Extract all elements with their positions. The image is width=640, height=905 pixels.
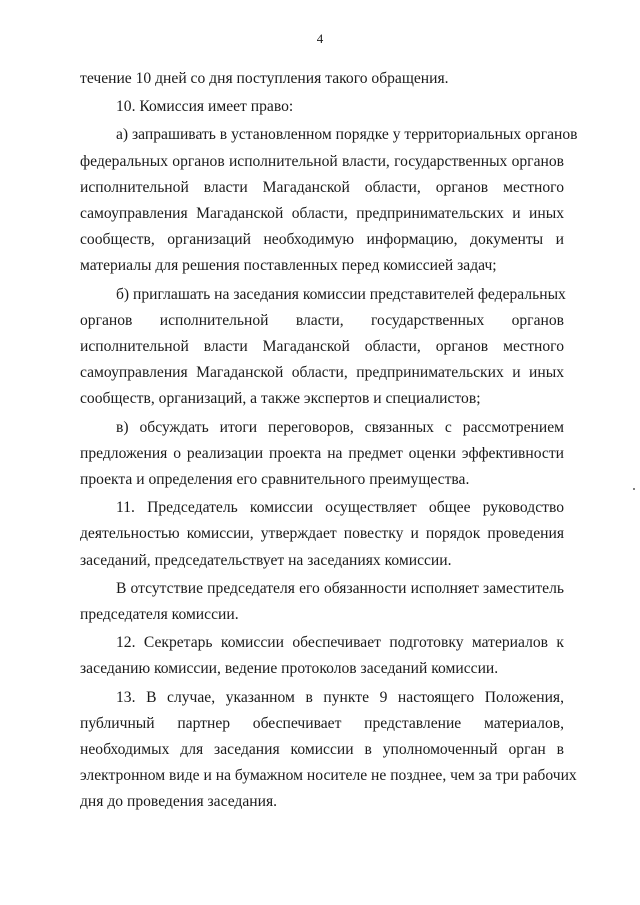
text-line: исполнительной власти Магаданской области, органов местного	[80, 338, 564, 356]
text-line: 10. Комиссия имеет право:	[116, 98, 294, 116]
paragraph	[80, 282, 564, 413]
paragraph	[80, 630, 564, 682]
text-line: проекта и определения его сравнительного преимущества.	[80, 471, 470, 489]
text-line: предложения о реализации проекта на предмет оценки эффективности	[80, 444, 564, 462]
text-line: 11. Председатель комиссии осуществляет общее руководство	[116, 499, 564, 517]
scan-speck	[633, 488, 635, 490]
text-line: материалы для решения поставленных перед комиссией задач;	[80, 257, 497, 275]
page-number: 4	[316, 31, 324, 46]
text-line: 13. В случае, указанном в пункте 9 настоящего Положения,	[116, 688, 564, 706]
text-line: течение 10 дней со дня поступления такого обращения.	[80, 70, 449, 87]
text-line: самоуправления Магаданской области, предпринимательских и иных	[80, 205, 564, 223]
text-line: органов исполнительной власти, государственных органов	[80, 311, 564, 329]
text-line: В отсутствие председателя его обязанности исполняет заместитель	[116, 579, 564, 597]
text-line: в) обсуждать итоги переговоров, связанных с рассмотрением	[116, 418, 564, 436]
text-line: б) приглашать на заседания комиссии представителей федеральных	[116, 285, 566, 303]
text-line: самоуправления Магаданской области, предпринимательских и иных	[80, 364, 564, 382]
text-line: исполнительной власти Магаданской области, органов местного	[80, 178, 564, 196]
paragraph	[80, 576, 564, 628]
text-line: 12. Секретарь комиссии обеспечивает подготовку материалов к	[116, 634, 564, 652]
paragraph	[80, 685, 577, 816]
paragraph	[80, 495, 564, 574]
text-line: дня до проведения заседания.	[80, 793, 278, 811]
text-line: необходимых для заседания комиссии в уполномоченный орган в	[80, 741, 564, 759]
body-text	[80, 66, 578, 816]
text-line: сообществ, организаций, а также экспертов и специалистов;	[80, 390, 481, 408]
text-line: а) запрашивать в установленном порядке у территориальных органов	[116, 126, 578, 144]
text-line: сообществ, организаций необходимую информацию, документы и	[80, 231, 564, 249]
text-line: заседанию комиссии, ведение протоколов заседаний комиссии.	[80, 660, 499, 678]
paragraph	[80, 122, 578, 279]
paragraph	[80, 415, 564, 494]
paragraph	[80, 66, 564, 92]
text-line: федеральных органов исполнительной власти, государственных органов	[80, 152, 564, 170]
paragraph	[80, 94, 564, 120]
text-line: деятельностью комиссии, утверждает повестку и порядок проведения	[80, 525, 564, 543]
text-line: председателя комиссии.	[80, 606, 239, 624]
text-line: публичный партнер обеспечивает представление материалов,	[80, 714, 564, 732]
text-line: заседаний, председательствует на заседаниях комиссии.	[80, 551, 452, 569]
text-line: электронном виде и на бумажном носителе не позднее, чем за три рабочих	[80, 767, 577, 785]
